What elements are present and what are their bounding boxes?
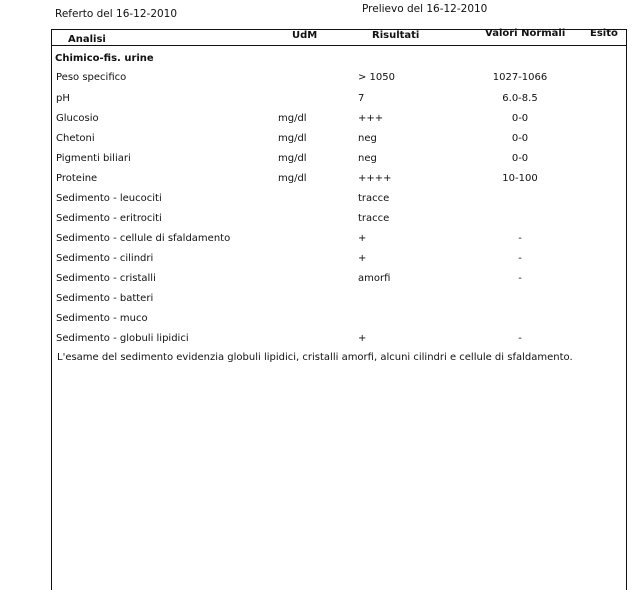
table-row <box>0 293 639 309</box>
normal-range-cell: 0-0 <box>511 153 529 164</box>
udm-cell: mg/dl <box>278 173 307 184</box>
result-cell: neg <box>358 133 377 144</box>
analisi-cell: Sedimento - batteri <box>56 293 154 304</box>
normal-range-cell: 1027-1066 <box>492 72 548 83</box>
analisi-cell: Glucosio <box>56 113 99 124</box>
table-row <box>0 253 639 269</box>
column-header-analisi: Analisi <box>68 34 106 45</box>
normal-range-cell: - <box>518 333 522 344</box>
table-row <box>0 113 639 129</box>
result-cell: +++ <box>358 113 384 124</box>
column-header-esito: Esito <box>590 28 618 39</box>
udm-cell: mg/dl <box>278 113 307 124</box>
table-row <box>0 173 639 189</box>
result-cell: tracce <box>358 193 390 204</box>
analisi-cell: pH <box>56 93 70 104</box>
table-row <box>0 313 639 329</box>
column-header-risultati: Risultati <box>372 30 420 41</box>
referto-date: Referto del 16-12-2010 <box>55 8 178 20</box>
analisi-cell: Pigmenti biliari <box>56 153 131 164</box>
column-header-divider <box>51 45 626 46</box>
normal-range-cell: - <box>518 233 522 244</box>
result-cell: amorfi <box>358 273 391 284</box>
table-row <box>0 213 639 229</box>
analisi-cell: Sedimento - cellule di sfaldamento <box>56 233 231 244</box>
result-cell: + <box>358 253 367 264</box>
result-cell: > 1050 <box>358 72 396 83</box>
table-row <box>0 233 639 249</box>
analisi-cell: Sedimento - cilindri <box>56 253 154 264</box>
analisi-cell: Sedimento - leucociti <box>56 193 162 204</box>
analisi-cell: Proteine <box>56 173 98 184</box>
column-header-udm: UdM <box>292 30 318 41</box>
result-cell: + <box>358 333 367 344</box>
analisi-cell: Sedimento - globuli lipidici <box>56 333 189 344</box>
udm-cell: mg/dl <box>278 133 307 144</box>
column-header-valori-normali: Valori Normali <box>485 28 566 39</box>
udm-cell: mg/dl <box>278 153 307 164</box>
analisi-cell: Sedimento - eritrociti <box>56 213 162 224</box>
analisi-cell: Sedimento - muco <box>56 313 148 324</box>
table-row <box>0 153 639 169</box>
result-cell: tracce <box>358 213 390 224</box>
analisi-cell: Chetoni <box>56 133 95 144</box>
table-row <box>0 273 639 289</box>
table-row <box>0 72 639 88</box>
analisi-cell: Sedimento - cristalli <box>56 273 156 284</box>
result-cell: neg <box>358 153 377 164</box>
table-row <box>0 333 639 349</box>
normal-range-cell: 10-100 <box>502 173 538 184</box>
analisi-cell: Peso specifico <box>56 72 127 83</box>
table-row <box>0 193 639 209</box>
sediment-note: L'esame del sedimento evidenzia globuli lipidici, cristalli amorfi, alcuni cilindri e cellule di sfaldamento. <box>57 352 573 363</box>
normal-range-cell: 6.0-8.5 <box>502 93 538 104</box>
result-cell: + <box>358 233 367 244</box>
table-row <box>0 133 639 149</box>
table-row <box>0 93 639 109</box>
normal-range-cell: 0-0 <box>511 133 529 144</box>
normal-range-cell: 0-0 <box>511 113 529 124</box>
normal-range-cell: - <box>518 273 522 284</box>
normal-range-cell: - <box>518 253 522 264</box>
section-title: Chimico-fis. urine <box>55 53 154 64</box>
prelievo-date: Prelievo del 16-12-2010 <box>362 3 488 15</box>
result-cell: 7 <box>358 93 365 104</box>
result-cell: ++++ <box>358 173 392 184</box>
